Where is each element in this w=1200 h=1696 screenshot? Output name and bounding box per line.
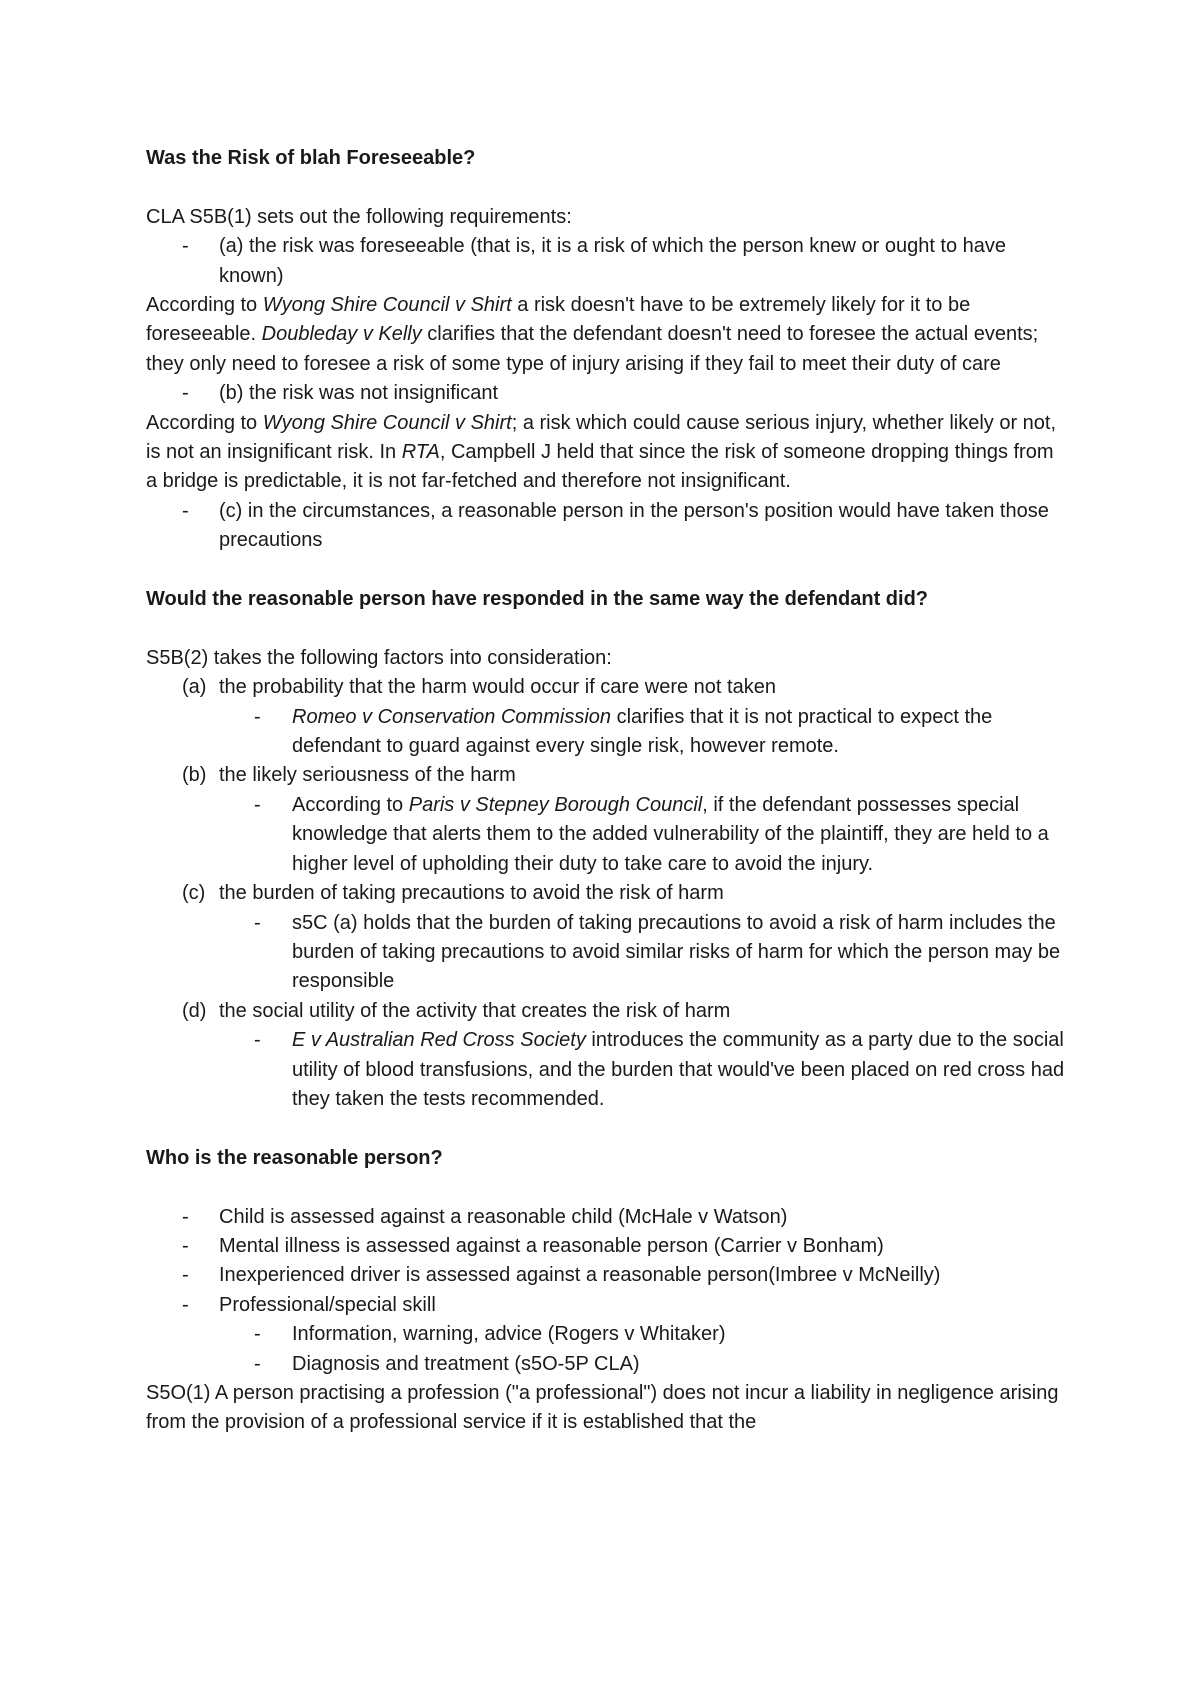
paragraph-insignificant xyxy=(146,409,1066,497)
factor-d-detail xyxy=(146,1026,1066,1114)
text: , Campbell J held that since the risk of someone dropping things from a bridge is predictable, it is not far-fetched and therefore not insignificant. xyxy=(146,441,1054,493)
factor-b xyxy=(146,761,1066,790)
factor-d xyxy=(146,997,1066,1026)
factor-a-detail xyxy=(146,703,1066,762)
dash-bullet: - xyxy=(254,1323,261,1346)
factor-label: (d) xyxy=(182,999,207,1022)
dash-bullet: - xyxy=(182,1234,189,1257)
text: introduces the community as a party due to the social utility of blood transfusions, and the burden that would've been placed on red cross had they taken the tests recommended. xyxy=(292,1029,1065,1110)
factor-label: (a) xyxy=(182,676,207,699)
list-item xyxy=(146,1261,1066,1290)
dash-bullet: - xyxy=(254,1352,261,1375)
cla-intro: CLA S5B(1) sets out the following requirements: xyxy=(146,205,572,228)
factor-label: (c) xyxy=(182,882,206,905)
document-body xyxy=(146,144,1066,1438)
heading-foreseeable: Was the Risk of blah Foreseeable? xyxy=(146,147,476,169)
factor-text: the likely seriousness of the harm xyxy=(219,764,516,787)
heading-reasonable-person: Who is the reasonable person? xyxy=(146,1146,443,1169)
text: According to xyxy=(146,294,263,317)
text: According to xyxy=(146,411,263,434)
factors-intro: S5B(2) takes the following factors into consideration: xyxy=(146,646,612,669)
requirement-a xyxy=(146,232,1066,291)
sub-list-item xyxy=(146,1350,1066,1379)
list-item-text: Diagnosis and treatment (s5O-5P CLA) xyxy=(292,1352,640,1375)
text: , if the defendant possesses special knowledge that alerts them to the added vulnerability of the plaintiff, they are held to a higher level of upholding their duty to take care to avoid the injury. xyxy=(292,793,1049,875)
sub-list-item xyxy=(146,1320,1066,1349)
case-name: Wyong Shire Council v Shirt xyxy=(262,294,512,317)
requirement-c xyxy=(146,497,1066,556)
text: s5C (a) holds that the burden of taking precautions to avoid a risk of harm includes the burden of taking precautions to avoid similar risks of harm for which the person may be responsible xyxy=(292,911,1061,993)
requirement-b-text: (b) the risk was not insignificant xyxy=(219,382,499,405)
factor-c-detail xyxy=(146,909,1066,997)
factor-text: the social utility of the activity that creates the risk of harm xyxy=(219,999,731,1022)
list-item xyxy=(146,1203,1066,1232)
factor-text: the burden of taking precautions to avoid the risk of harm xyxy=(219,882,724,905)
factor-label: (b) xyxy=(182,764,207,787)
factor-b-detail xyxy=(146,791,1066,879)
factor-text: the probability that the harm would occur if care were not taken xyxy=(219,676,776,699)
case-name: RTA xyxy=(401,441,440,464)
list-item xyxy=(146,1291,1066,1320)
dash-bullet: - xyxy=(182,1205,189,1228)
dash-bullet: - xyxy=(182,1293,189,1316)
requirement-b xyxy=(146,379,1066,408)
text: clarifies that the defendant doesn't need to foresee the actual events; they only need to foresee a risk of some type of injury arising if they fail to meet their duty of care xyxy=(146,323,1039,375)
heading-reasonable-response: Would the reasonable person have responded in the same way the defendant did? xyxy=(146,588,929,611)
dash-bullet: - xyxy=(254,1029,261,1052)
factor-c xyxy=(146,879,1066,908)
paragraph-foreseeable xyxy=(146,291,1066,379)
dash-bullet: - xyxy=(182,235,189,258)
closing-paragraph: S5O(1) A person practising a profession ("a professional") does not incur a liability in negligence arising from the provision of a professional service if it is established that the xyxy=(146,1381,1059,1434)
list-item-text: Child is assessed against a reasonable child (McHale v Watson) xyxy=(219,1205,788,1228)
text: clarifies that it is not practical to expect the defendant to guard against every single risk, however remote. xyxy=(292,705,993,758)
text: ; a risk which could cause serious injury, whether likely or not, is not an insignificant risk. In xyxy=(146,411,1057,464)
list-item-text: Mental illness is assessed against a reasonable person (Carrier v Bonham) xyxy=(219,1234,884,1257)
dash-bullet: - xyxy=(182,382,189,405)
text: a risk doesn't have to be extremely likely for it to be foreseeable. xyxy=(146,294,971,346)
dash-bullet: - xyxy=(254,911,261,934)
dash-bullet: - xyxy=(254,705,261,728)
dash-bullet: - xyxy=(182,499,189,522)
list-item xyxy=(146,1232,1066,1261)
dash-bullet: - xyxy=(254,793,261,816)
requirement-a-text: (a) the risk was foreseeable (that is, it is a risk of which the person knew or ought to have known) xyxy=(219,235,1007,287)
list-item-text: Professional/special skill xyxy=(219,1293,436,1316)
text: According to xyxy=(292,793,409,816)
list-item-text: Inexperienced driver is assessed against a reasonable person(Imbree v McNeilly) xyxy=(219,1264,941,1287)
case-name: Paris v Stepney Borough Council xyxy=(408,793,703,816)
factor-a xyxy=(146,673,1066,702)
case-name: Doubleday v Kelly xyxy=(261,323,422,346)
case-name: Romeo v Conservation Commission xyxy=(292,705,612,728)
dash-bullet: - xyxy=(182,1264,189,1287)
list-item-text: Information, warning, advice (Rogers v Whitaker) xyxy=(292,1323,726,1346)
case-name: Wyong Shire Council v Shirt xyxy=(262,411,512,434)
requirement-c-text: (c) in the circumstances, a reasonable person in the person's position would have taken those precautions xyxy=(219,499,1049,552)
case-name: E v Australian Red Cross Society xyxy=(292,1029,586,1052)
